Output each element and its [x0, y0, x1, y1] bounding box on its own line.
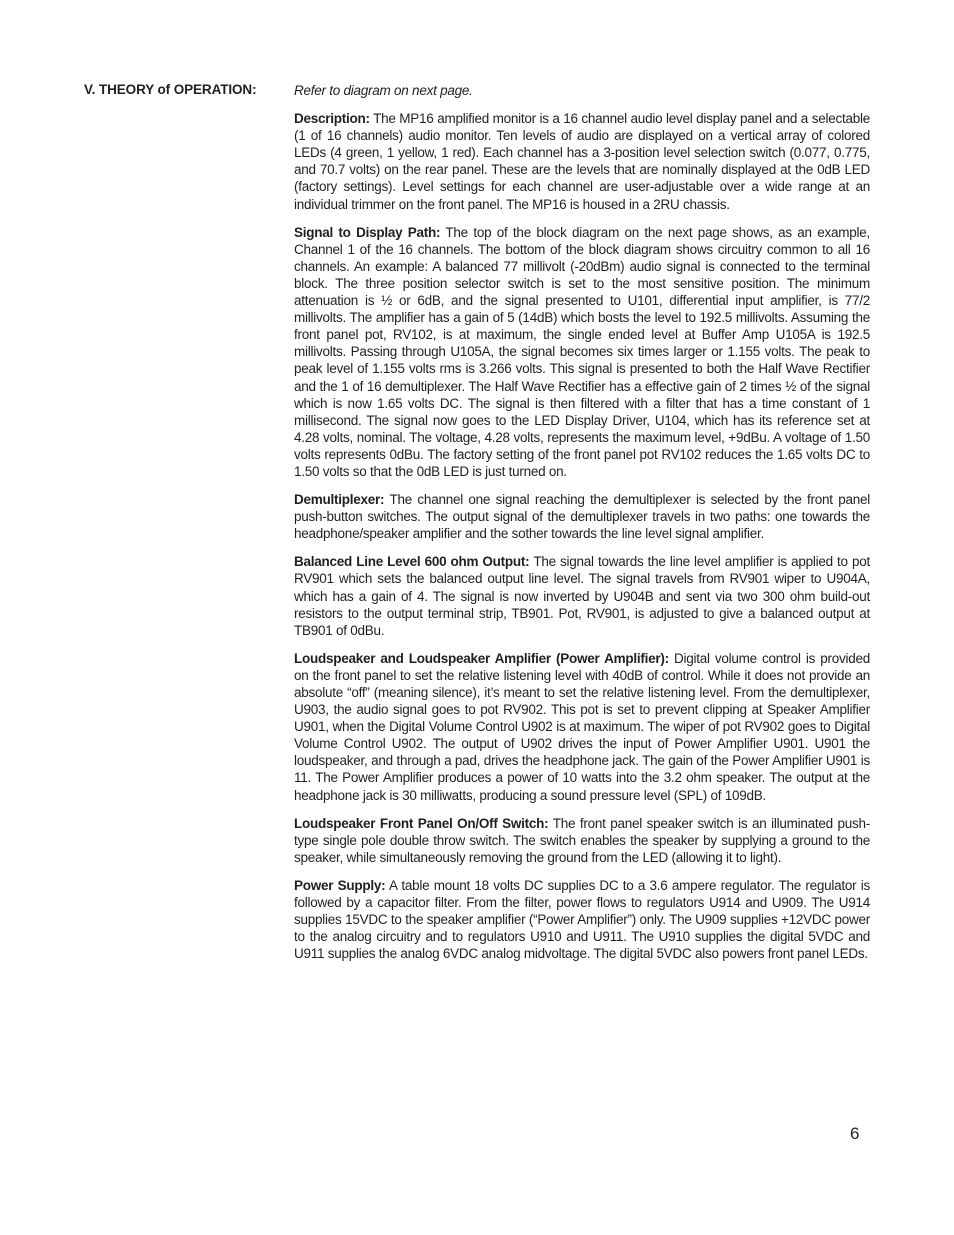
paragraph-title: Demultiplexer: [294, 492, 385, 508]
paragraph-title: Signal to Display Path: [294, 224, 441, 240]
paragraph-title: Loudspeaker Front Panel On/Off Switch: [294, 815, 549, 831]
paragraph-speaker-switch [294, 815, 870, 866]
diagram-reference-note: Refer to diagram on next page. [294, 83, 473, 98]
paragraph-text: Digital volume control is provided on the front panel to set the relative listening level with 40dB of control. While it does not provide an absolute “off” (meaning silence), it’s meant to set the relative listening level. From the demultiplexer, U903, the audio signal goes to pot RV902. This pot is set to prevent clipping at Speaker Amplifier U901, when the Digital Volume Control U902 is at maximum. The wiper of pot RV902 goes to Digital Volume Control U902. The output of U902 drives the input of Power Amplifier U901. U901 the loudspeaker, and through a pad, drives the headphone jack. The gain of the Power Amplifier U901 is 11. The Power Amplifier produces a power of 10 watts into the 3.2 ohm speaker. The output at the headphone jack is 30 milliwatts, producing a sound pressure level (SPL) of 109dB. [294, 650, 870, 803]
paragraph-text: The front panel speaker switch is an illuminated push-type single pole double throw switch. The switch enables the speaker by supplying a ground to the speaker, while simultaneously removing the ground from the LED (allowing it to light). [294, 815, 870, 865]
paragraph-balanced-line-output [294, 553, 870, 638]
section-content [294, 82, 870, 973]
paragraph-title: Power Supply: [294, 877, 386, 893]
paragraph-description [294, 110, 870, 213]
paragraph-signal-to-display-path [294, 224, 870, 480]
paragraph-text: The channel one signal reaching the demultiplexer is selected by the front panel push-button switches. The output signal of the demultiplexer travels in two paths: one towards the headphone/speaker amplifier and the sother towards the line level signal amplifier. [294, 492, 870, 542]
paragraph-power-supply [294, 877, 870, 962]
paragraph-title: Loudspeaker and Loudspeaker Amplifier (Power Amplifier): [294, 650, 669, 666]
paragraph-title: Description: [294, 111, 370, 127]
page-number: 6 [850, 1124, 860, 1143]
paragraph-demultiplexer [294, 491, 870, 542]
paragraph-loudspeaker-amplifier [294, 650, 870, 804]
section-heading: V. THEORY of OPERATION: [84, 82, 257, 97]
paragraph-title: Balanced Line Level 600 ohm Output: [294, 554, 530, 570]
paragraph-text: A table mount 18 volts DC supplies DC to a 3.6 ampere regulator. The regulator is followed by a capacitor filter. From the filter, power flows to regulators U914 and U909. The U914 supplies 15VDC to the speaker amplifier (“Power Amplifier”) only. The U909 supplies +12VDC power to the analog circuitry and to regulators U910 and U911. The U910 supplies the digital 5VDC and U911 supplies the analog 6VDC analog midvoltage. The digital 5VDC also powers front panel LEDs. [294, 877, 870, 962]
paragraph-text: The MP16 amplified monitor is a 16 channel audio level display panel and a selectable (1 of 16 channels) audio monitor. Ten levels of audio are displayed on a vertical array of colored LEDs (4 green, 1 yellow, 1 red). Each channel has a 3-position level selection switch (0.077, 0.775, and 70.7 volts) on the rear panel. These are the levels that are nominally displayed at the 0dB LED (factory settings). Level settings for each channel are user-adjustable over a wide range at an individual trimmer on the front panel. The MP16 is housed in a 2RU chassis. [294, 111, 870, 212]
paragraph-text: The signal towards the line level amplifier is applied to pot RV901 which sets the balanced output line level. The signal travels from RV901 wiper to U904A, which has a gain of 4. The signal is now inverted by U904B and sent via two 300 ohm build-out resistors to the output terminal strip, TB901. Pot, RV901, is adjusted to give a balanced output at TB901 of 0dBu. [294, 554, 870, 638]
paragraph-text: The top of the block diagram on the next page shows, as an example, Channel 1 of the 16 channels. The bottom of the block diagram shows circuitry common to all 16 channels. An example: A balanced 77 millivolt (-20dBm) audio signal is connected to the terminal block. The three position selector switch is set to the most sensitive position. The minimum attenuation is ½ or 6dB, and the signal presented to U101, differential input amplifier, is 77/2 millivolts. The amplifier has a gain of 5 (14dB) which bosts the level to 192.5 millivolts. Assuming the front panel pot, RV102, is at maximum, the single ended level at Buffer Amp U105A is 192.5 millivolts. Passing through U105A, the signal becomes six times larger or 1.155 volts. The peak to peak level of 1.155 volts rms is 3.266 volts. This signal is presented to both the Half Wave Rectifier and the 1 of 16 demultiplexer. The Half Wave Rectifier has a effective gain of 2 times ½ of the signal which is now 1.65 volts DC. The signal is then filtered with a filter that has a time constant of 1 millisecond. The signal now goes to the LED Display Driver, U104, which has its reference set at 4.28 volts, nominal. The voltage, 4.28 volts, represents the maximum level, +9dBu. A voltage of 1.50 volts represents 0dBu. The factory setting of the front panel pot RV102 reduces the 1.65 volts DC to 1.50 volts so that the 0dB LED is just turned on. [294, 224, 870, 479]
